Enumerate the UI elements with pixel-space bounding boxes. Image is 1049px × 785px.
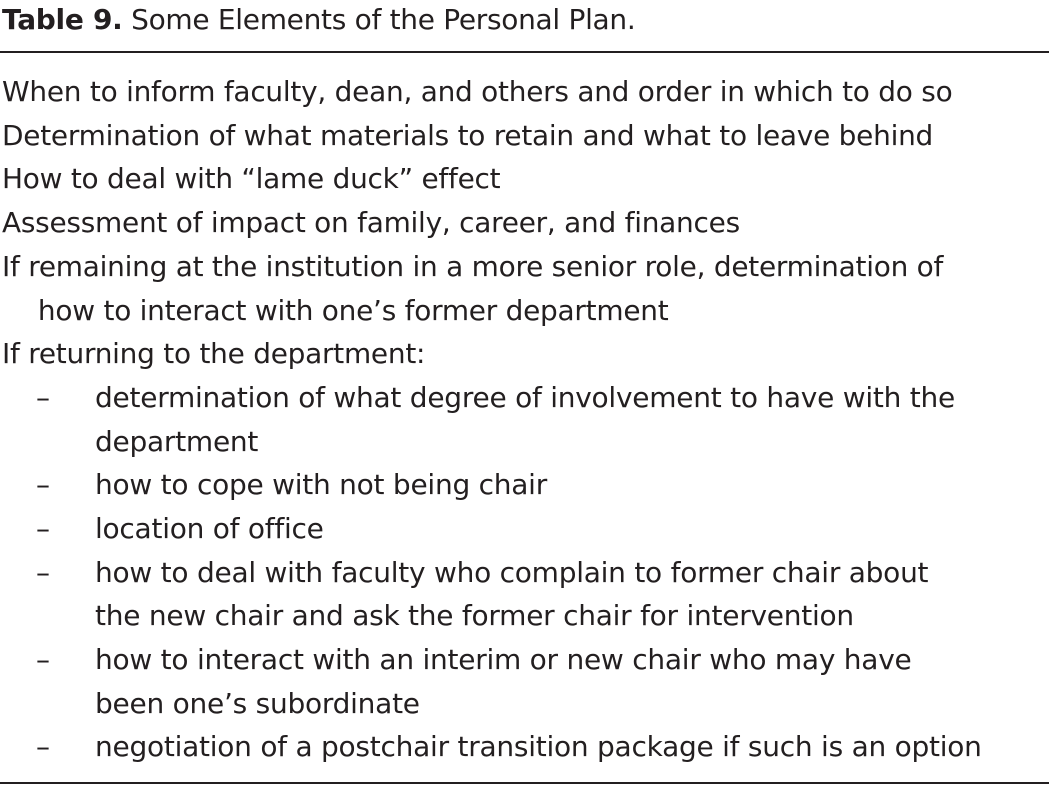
plan-element xyxy=(0,201,1049,245)
plan-element-text: How to deal with “lame duck” effect xyxy=(1,162,501,196)
plan-element xyxy=(0,332,1049,376)
en-dash-marker: – xyxy=(36,730,50,764)
table-caption xyxy=(2,0,635,40)
plan-subelement xyxy=(0,463,1049,507)
plan-element-text: Determination of what materials to retain and what to leave behind xyxy=(1,118,934,152)
plan-subelement-text: negotiation of a postchair transition package if such is an option xyxy=(95,730,982,764)
table-label: Table 9. xyxy=(2,3,123,36)
plan-subelement xyxy=(0,376,1049,463)
plan-subelement xyxy=(0,551,1049,638)
en-dash-marker: – xyxy=(36,511,50,545)
plan-element-text: When to inform faculty, dean, and others and order in which to do so xyxy=(1,75,953,108)
plan-element-text: Assessment of impact on family, career, and finances xyxy=(1,206,740,240)
plan-subelement xyxy=(0,507,1049,551)
plan-subelement xyxy=(0,725,1049,769)
plan-subelement xyxy=(0,638,1049,725)
bottom-rule xyxy=(0,782,1049,784)
en-dash-marker: – xyxy=(36,468,50,502)
plan-subelement-text: how to interact with an interim or new chair who may have xyxy=(95,643,912,677)
plan-subelement-text-continued: the new chair and ask the former chair for intervention xyxy=(95,599,854,633)
top-rule xyxy=(0,51,1049,53)
plan-subelement-text: location of office xyxy=(95,511,324,545)
en-dash-marker: – xyxy=(36,643,50,677)
plan-element-text: If remaining at the institution in a more senior role, determination of xyxy=(1,249,944,283)
plan-element xyxy=(0,157,1049,201)
plan-element xyxy=(0,70,1049,114)
plan-element xyxy=(0,245,1049,332)
en-dash-marker: – xyxy=(36,555,50,589)
plan-element xyxy=(0,114,1049,158)
plan-subelement-text-continued: department xyxy=(95,424,259,458)
plan-subelement-text-continued: been one’s subordinate xyxy=(95,686,420,720)
table-body xyxy=(0,70,1049,769)
table-title: Some Elements of the Personal Plan. xyxy=(131,3,636,36)
plan-element-text-continued: how to interact with one’s former department xyxy=(37,293,669,327)
plan-subelement-text: how to cope with not being chair xyxy=(95,468,547,502)
plan-element-text: If returning to the department: xyxy=(1,337,426,371)
en-dash-marker: – xyxy=(36,380,50,414)
plan-subelement-text: determination of what degree of involvement to have with the xyxy=(95,380,955,414)
plan-subelement-text: how to deal with faculty who complain to former chair about xyxy=(95,555,929,589)
